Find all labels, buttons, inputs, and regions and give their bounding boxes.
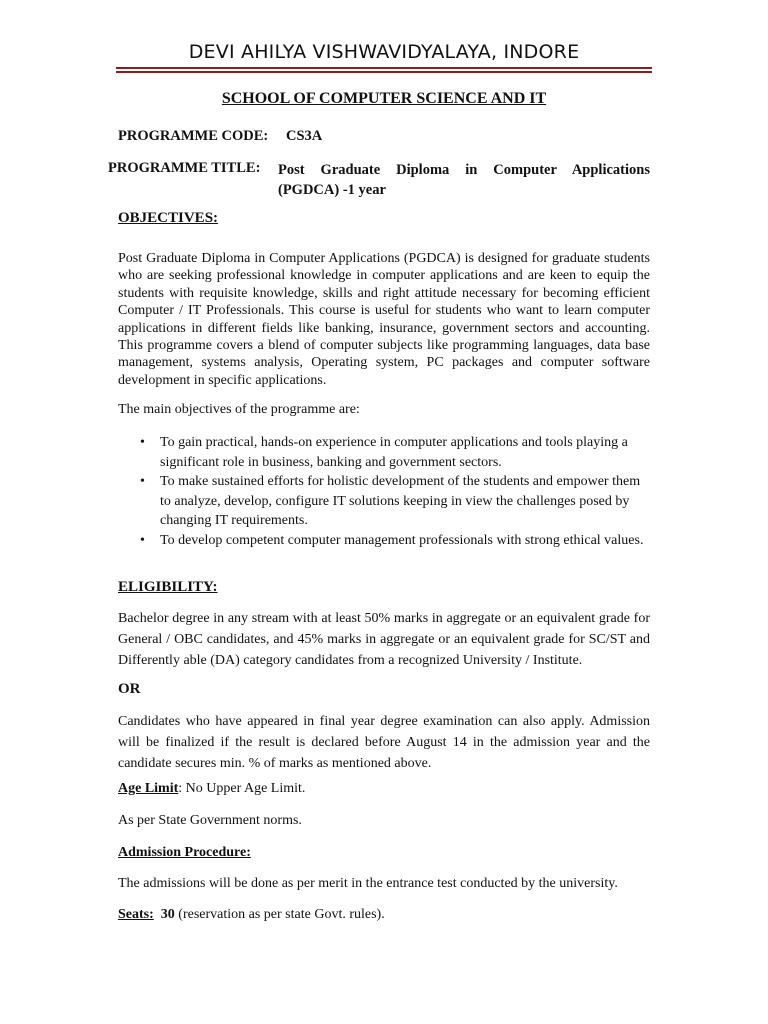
seats-label: Seats: (118, 907, 154, 922)
school-title: SCHOOL OF COMPUTER SCIENCE AND IT (221, 90, 547, 107)
list-item-text: To gain practical, hands-on experience in computer applications and tools playing a significant role in business, banking and government sectors. (160, 435, 628, 470)
objectives-heading: OBJECTIVES: (118, 210, 219, 226)
programme-title-line2: (PGDCA) -1 year (278, 182, 386, 198)
list-item-text: To develop competent computer management professionals with strong ethical values. (160, 532, 644, 548)
eligibility-heading: ELIGIBILITY: (118, 579, 218, 595)
programme-title-line1: Post Graduate Diploma in Computer Applications (278, 162, 650, 178)
list-item (118, 472, 650, 531)
header-rule-bottom (116, 71, 652, 73)
age-norms: As per State Government norms. (118, 813, 302, 828)
age-limit-label: Age Limit (118, 781, 179, 796)
programme-title-label: PROGRAMME TITLE: (108, 160, 261, 176)
eligibility-paragraph-1: Bachelor degree in any stream with at least 50% marks in aggregate or an equivalent grade for General / OBC candidates, and 45% marks in aggregate or an equivalent grade for SC/ST and Differently able (DA) category candidates from a recognized University / Institute. (118, 611, 650, 668)
programme-title-value (278, 160, 650, 200)
seats-count: 30 (160, 907, 175, 922)
programme-code-label: PROGRAMME CODE: (118, 128, 269, 144)
admission-heading (118, 845, 251, 861)
objectives-intro: The main objectives of the programme are: (118, 402, 360, 417)
header-rule-top (116, 67, 652, 69)
admission-text: The admissions will be done as per merit in the entrance test conducted by the university. (118, 876, 618, 891)
bullet-icon: • (140, 474, 145, 489)
or-separator: OR (118, 681, 141, 697)
university-title: DEVI AHILYA VISHWAVIDYALAYA, INDORE (188, 41, 580, 63)
bullet-icon: • (140, 435, 145, 450)
bullet-icon: • (140, 532, 145, 548)
admission-heading-text: Admission Procedure: (118, 845, 251, 860)
objectives-paragraph: Post Graduate Diploma in Computer Applications (PGDCA) is designed for graduate students who are seeking professional knowledge in computer applications and are keen to equip the students with requisite knowledge, skills and right attitude necessary for becoming efficient Computer / IT Professionals. This course is useful for students who want to learn computer applications in different fields like banking, insurance, government sectors and accounting. This programme covers a blend of computer subjects like programming languages, data base management, systems analysis, Operating system, PC packages and computer software development in specific applications. (118, 251, 650, 388)
list-item (118, 531, 650, 551)
seats-note: (reservation as per state Govt. rules). (178, 907, 385, 922)
age-limit-value: : No Upper Age Limit. (178, 781, 306, 796)
age-limit (118, 781, 305, 797)
list-item-text: To make sustained efforts for holistic development of the students and empower them to analyze, develop, configure IT solutions keeping in view the challenges posed by changing IT requirements. (160, 474, 641, 528)
eligibility-paragraph-2: Candidates who have appeared in final year degree examination can also apply. Admission will be finalized if the result is declared before August 14 in the admission year and the candidate secures min. % of marks as mentioned above. (118, 714, 650, 771)
objectives-list (118, 433, 650, 550)
programme-code (118, 128, 322, 145)
seats-line (118, 907, 385, 923)
programme-code-value: CS3A (286, 128, 323, 144)
list-item (118, 433, 650, 472)
